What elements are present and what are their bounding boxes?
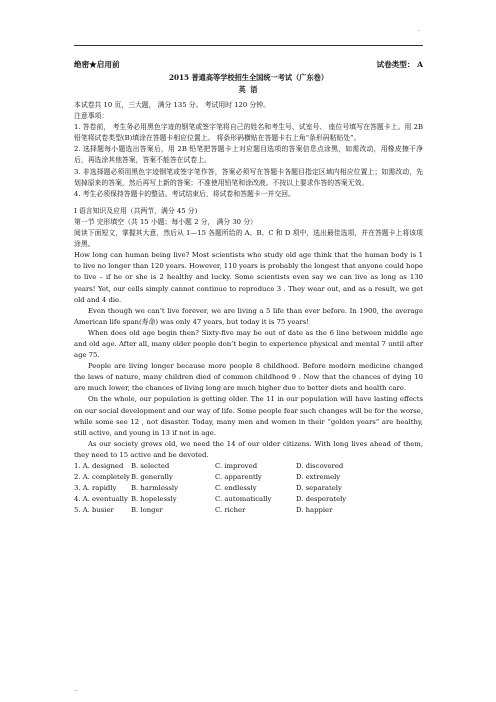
option-d: D. separately [296, 484, 342, 493]
option-c: C. richer [215, 506, 246, 515]
option-row [74, 483, 423, 494]
corner-mark: . [418, 26, 420, 33]
secret-label: 绝密★启用前 [74, 60, 120, 69]
option-b: B. selected [131, 462, 170, 470]
note-item: 1. 答卷前， 考生务必用黑色字迹的钢笔或签字笔将自己的姓名和考生号、试室号、 座位号填写在答题卡上。用 2B 铅笔将试卷类型(B)填涂在答题卡相应位置上。 将条形码横贴在答题卡右上角“条形码粘贴处”。 [74, 123, 423, 143]
answer-options [74, 461, 423, 516]
passage-paragraph: Even though we can’t live forever, we are living a 5 life than ever before. In 1900, the average American life span(寿命) was only 47 years, but today it is 75 years! [74, 306, 423, 326]
paper-type-label: 试卷类型： A [376, 60, 423, 69]
option-a: 5. A. busier [74, 506, 114, 515]
option-a: 2. A. completely [74, 473, 130, 482]
note-item: 2. 选择题每小题选出答案后，用 2B 铅笔把答题卡上对应题目选项的答案信息点涂黑，如需改动，用橡皮擦干净后，再选涂其他答案，答案不能答在试卷上。 [74, 145, 423, 165]
option-row [74, 494, 423, 505]
option-c: C. apparently [215, 473, 262, 482]
section-heading: 第一节 完形填空（共 15 小题；每小题 2 分， 满分 30 分） [74, 217, 257, 226]
passage-paragraph: On the whole, our population is getting older. The 11 in our population will have lasting effects on our social development and our way of life. Some people fear such changes will be for the worse, while some see 12 , not disaster. Today, many men and women in their “golden years” are healthy, still active, and young in 13 if not in age. [74, 395, 423, 437]
exam-info: 本试卷共 10 页，三大题， 满分 135 分。 考试用时 120 分钟。 [74, 101, 270, 109]
note-item: 3. 非选择题必须用黑色字迹钢笔或签字笔作答，答案必须写在答题卡各题目指定区域内相应位置上；如需改动，先划掉原来的答案，然后再写上新的答案；不准使用铅笔和涂改液。不按以上要求作答的答案无效。 [74, 167, 423, 187]
option-row [74, 472, 423, 483]
option-d: D. extremely [296, 473, 341, 482]
footer-mark: .. [74, 686, 78, 693]
passage-paragraph: When does old age begin then? Sixty-five may be out of date as the 6 line between middle age and old age. After all, many older people don’t begin to experience physical and mental 7 until after age 75. [74, 328, 423, 360]
passage-paragraph: People are living longer because more people 8 childhood. Before modern medicine changed the laws of nature, many children died of common childhood 9 . Now that the chances of dying 10 are much lower, the chances of living long are much higher due to better diets and health care. [74, 362, 423, 393]
passage-paragraph: As our society grows old, we need the 14 of our older citizens. With long lives ahead of them, they need to 15 active and be devoted. [74, 439, 423, 459]
option-d: D. discovered [296, 462, 344, 470]
option-c: C. endlessly [215, 484, 257, 493]
passage-paragraph: How long can human being live? Most scientists who study old age think that the human body is 1 to live no longer than 120 years. However, 110 years is probably the longest that anyone could hope to live – if he or she is 2 healthy and lucky. Some scientists even say we can live as long as 130 years! Yet, our cells simply cannot continue to reproduce 3 . They wear out, and as a result, we get old and 4 die. [74, 251, 424, 304]
option-b: B. harmlessly [131, 484, 178, 493]
option-c: C. improved [215, 462, 258, 470]
notes-title: 注意事项： [74, 112, 109, 121]
option-a: 3. A. rapidly [74, 484, 117, 493]
option-row [74, 505, 423, 516]
exam-title: 2015 普通高等学校招生全国统一考试（广东卷） [168, 73, 329, 82]
option-a: 4. A. eventually [74, 495, 128, 504]
part-heading: Ⅰ 语言知识及应用（共两节，满分 45 分) [74, 206, 198, 215]
option-b: B. longer [131, 506, 163, 515]
option-a: 1. A. designed [74, 462, 124, 470]
subject-title: 英 语 [238, 85, 259, 94]
option-c: C. automatically [215, 495, 272, 504]
exam-content [74, 100, 423, 516]
option-b: B. generally [131, 473, 173, 482]
directions: 阅读下面短文，掌握其大意，然后从 1—15 各题所给的 A、B、C 和 D 项中，选出最佳选项，并在答题卡上将该项涂黑。 [74, 229, 423, 249]
option-d: D. desperately [296, 495, 347, 504]
note-item: 4. 考生必须保持答题卡的整洁。考试结束后，将试卷和答题卡一并交回。 [74, 189, 295, 198]
option-b: B. hopelessly [131, 495, 177, 504]
header-row [74, 59, 423, 69]
option-row [74, 461, 423, 472]
header-rule [74, 45, 423, 46]
option-d: D. happier [296, 506, 333, 515]
